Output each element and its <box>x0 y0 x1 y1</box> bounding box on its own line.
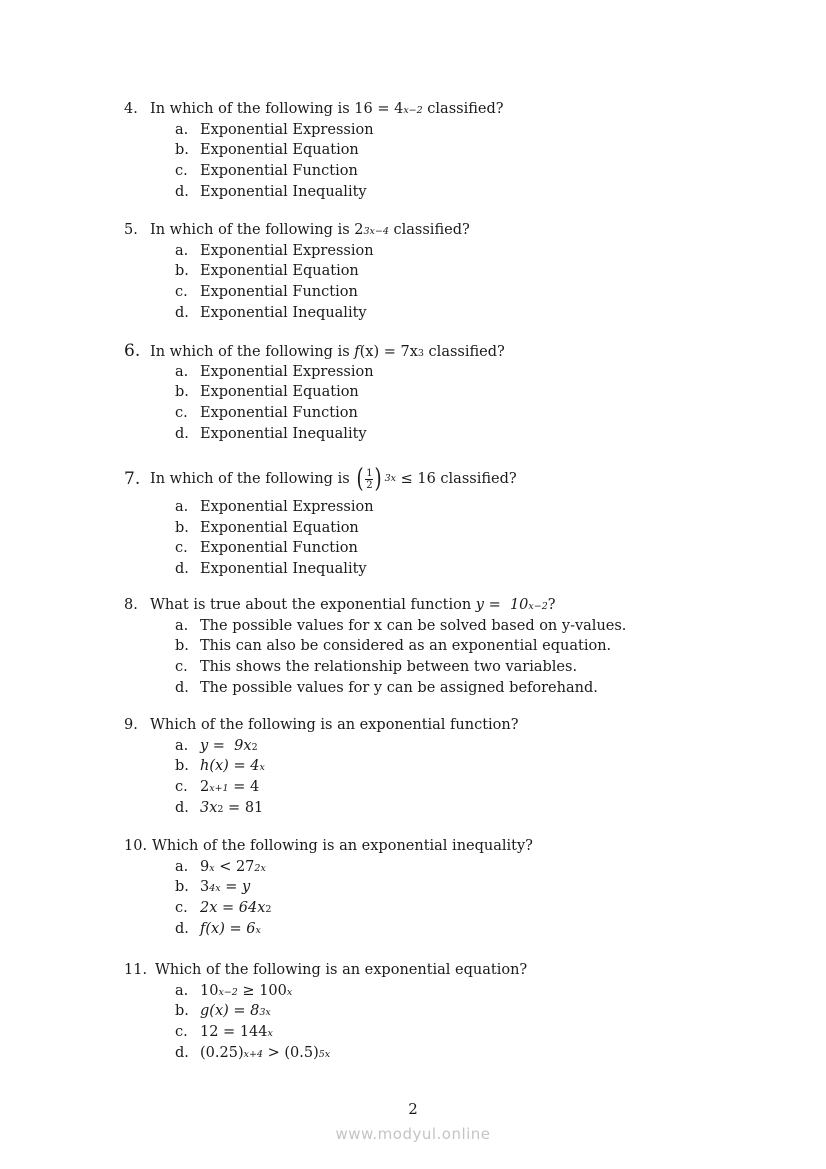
answer-option[interactable]: c. Exponential Function <box>175 405 358 422</box>
answer-option[interactable]: b. Exponential Equation <box>175 384 359 401</box>
question-stem: 10. Which of the following is an exponential inequality? <box>124 838 533 854</box>
answer-option[interactable]: c. 12 = 144 x <box>175 1024 273 1041</box>
answer-option[interactable]: a. Exponential Expression <box>175 242 374 259</box>
answer-option[interactable]: c. This shows the relationship between two variables. <box>175 659 578 676</box>
answer-option[interactable]: c. Exponential Function <box>175 540 358 557</box>
answer-option[interactable]: b. 3 4x = y <box>175 879 251 896</box>
answer-option[interactable]: d. Exponential Inequality <box>175 561 367 578</box>
answer-option[interactable]: a. 10 x−2 ≥ 100 x <box>175 982 293 999</box>
question-number: 11. <box>124 962 148 978</box>
watermark: www.modyul.online <box>335 1125 491 1143</box>
answer-option[interactable]: c. 2 x+1 = 4 <box>175 779 260 796</box>
answer-option[interactable]: d. The possible values for y can be assigned beforehand. <box>175 679 598 696</box>
question-10 <box>124 836 684 939</box>
answer-option[interactable]: b. Exponential Equation <box>175 142 359 159</box>
question-stem: 4. In which of the following is 16 = 4 x−2 classified? <box>124 99 684 120</box>
answer-option[interactable]: a. Exponential Expression <box>175 121 374 138</box>
answer-option[interactable]: a. 9 x < 27 2x <box>175 858 266 875</box>
answer-option[interactable]: a. Exponential Expression <box>175 499 374 515</box>
question-number: 4. <box>124 101 138 117</box>
answer-option[interactable]: b. Exponential Equation <box>175 263 359 280</box>
question-stem: 7. In which of the following is ( $\frac{1}{2}$ ) 3x ≤ 16 classified? <box>124 464 517 494</box>
question-5 <box>124 220 684 323</box>
answer-option[interactable]: b. Exponential Equation <box>175 519 359 536</box>
question-6 <box>124 341 684 444</box>
fraction-one-half: ( $\frac{1}{2}$ ) <box>356 464 383 494</box>
question-stem: 11. Which of the following is an exponential equation? <box>124 960 684 981</box>
question-stem: 8. What is true about the exponential function y = 10 x−2 ? <box>124 595 684 616</box>
answer-option[interactable]: a. The possible values for x can be solved based on y-values. <box>175 617 627 634</box>
question-4 <box>124 99 684 202</box>
question-number: 8. <box>124 597 138 613</box>
page-number: 2 <box>408 1100 418 1118</box>
question-number: 5. <box>124 222 138 238</box>
answer-option[interactable]: c. Exponential Function <box>175 163 358 180</box>
answer-option[interactable]: d. Exponential Inequality <box>175 183 367 200</box>
question-8 <box>124 595 684 698</box>
question-number: 6. <box>124 341 141 361</box>
question-stem: 6. In which of the following is f (x) = 7x 3 classified? <box>124 341 505 361</box>
answer-option[interactable]: d. Exponential Inequality <box>175 304 367 321</box>
question-9 <box>124 715 684 818</box>
question-7 <box>124 461 684 580</box>
question-number: 7. <box>124 468 141 489</box>
answer-option[interactable]: d. Exponential Inequality <box>175 425 367 442</box>
question-number: 9. <box>124 717 138 733</box>
answer-option[interactable]: b. h(x) = 4 x <box>175 758 265 775</box>
question-stem: 5. In which of the following is 2 3x−4 classified? <box>124 220 684 241</box>
answer-option[interactable]: c. 2x = 64x 2 <box>175 900 272 917</box>
answer-option[interactable]: c. Exponential Function <box>175 284 358 301</box>
answer-option[interactable]: d. f(x) = 6 x <box>175 920 261 937</box>
answer-option[interactable]: b. This can also be considered as an exponential equation. <box>175 638 612 655</box>
answer-option[interactable]: b. g(x) = 8 3x <box>175 1003 271 1020</box>
answer-option[interactable]: d. 3x 2 = 81 <box>175 799 264 816</box>
answer-option[interactable]: a. Exponential Expression <box>175 363 374 380</box>
answer-option[interactable]: d. (0.25) x+4 > (0.5) 5x <box>175 1044 331 1061</box>
answer-option[interactable]: a. y = 9x 2 <box>175 737 258 754</box>
question-11 <box>124 960 684 1063</box>
question-stem: 9. Which of the following is an exponential function? <box>124 715 684 736</box>
